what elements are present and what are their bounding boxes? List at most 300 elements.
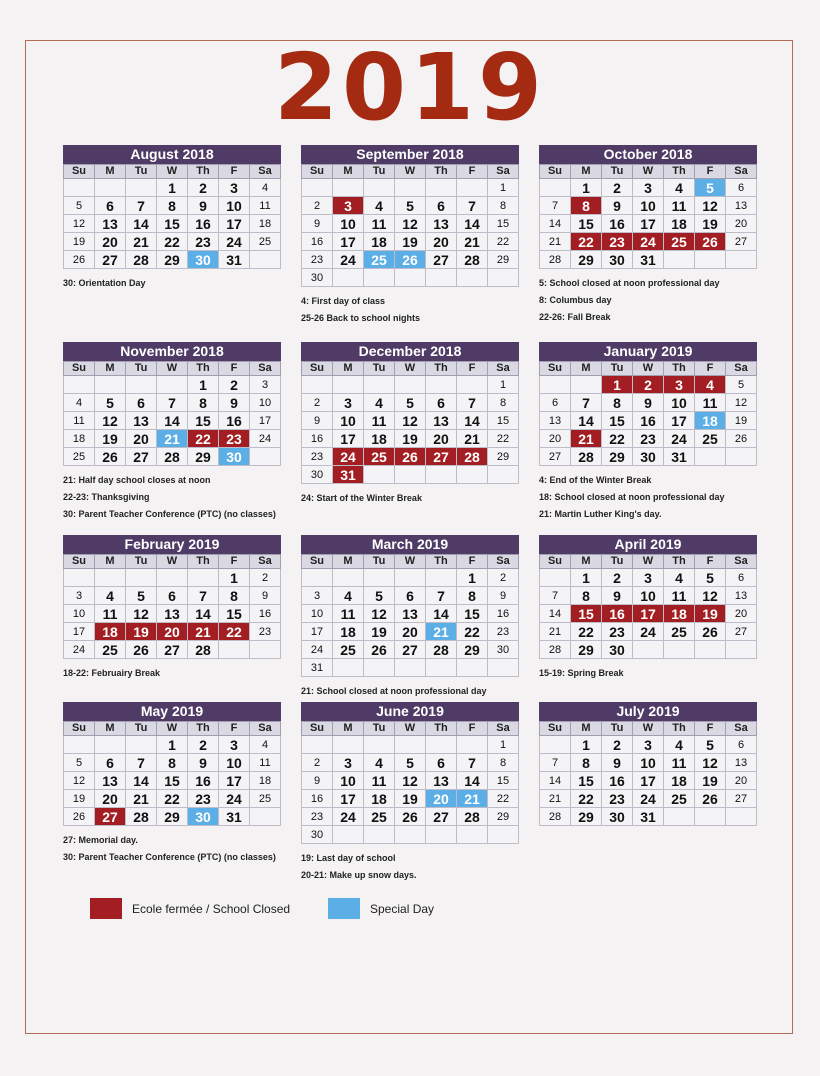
calendar-day: 14 xyxy=(571,412,602,430)
legend-closed-label: Ecole fermée / School Closed xyxy=(132,901,291,916)
calendar-day: 24 xyxy=(219,790,250,808)
weekday-header: Tu xyxy=(364,722,395,736)
calendar-day: 6 xyxy=(726,179,757,197)
weekday-header: Th xyxy=(426,722,457,736)
calendar-day: 28 xyxy=(540,808,571,826)
calendar-day: 4 xyxy=(364,197,395,215)
calendar-empty-cell xyxy=(126,376,157,394)
calendar-day: 25 xyxy=(250,790,281,808)
calendar-day: 24 xyxy=(219,233,250,251)
month-notes xyxy=(63,472,323,523)
calendar-day: 18 xyxy=(364,233,395,251)
calendar-day: 21 xyxy=(540,623,571,641)
calendar-day: 22 xyxy=(571,623,602,641)
calendar-day: 29 xyxy=(457,641,488,659)
calendar-day: 21 xyxy=(457,790,488,808)
event-note: 18: School closed at noon professional day xyxy=(539,492,725,502)
calendar-day: 24 xyxy=(333,251,364,269)
calendar-day: 11 xyxy=(250,197,281,215)
calendar-day: 12 xyxy=(395,412,426,430)
calendar-empty-cell xyxy=(395,736,426,754)
calendar-day: 16 xyxy=(602,605,633,623)
calendar-day: 18 xyxy=(364,790,395,808)
month-calendar xyxy=(63,342,281,466)
weekday-header: Sa xyxy=(250,555,281,569)
month-grid xyxy=(301,361,519,484)
calendar-empty-cell xyxy=(250,251,281,269)
calendar-day: 11 xyxy=(95,605,126,623)
month-calendar xyxy=(539,342,757,466)
calendar-day: 18 xyxy=(695,412,726,430)
calendar-empty-cell xyxy=(364,569,395,587)
event-note: 18-22: Februairy Break xyxy=(63,668,161,678)
calendar-empty-cell xyxy=(364,736,395,754)
weekday-header: Tu xyxy=(126,555,157,569)
calendar-day: 11 xyxy=(664,754,695,772)
calendar-empty-cell xyxy=(695,448,726,466)
weekday-header: Su xyxy=(540,362,571,376)
calendar-empty-cell xyxy=(95,179,126,197)
calendar-day: 24 xyxy=(333,448,364,466)
calendar-empty-cell xyxy=(664,808,695,826)
calendar-day: 8 xyxy=(488,754,519,772)
calendar-day: 28 xyxy=(457,251,488,269)
calendar-day: 25 xyxy=(250,233,281,251)
calendar-day: 30 xyxy=(219,448,250,466)
event-note: 8: Columbus day xyxy=(539,295,612,305)
calendar-day: 6 xyxy=(426,754,457,772)
calendar-day: 10 xyxy=(664,394,695,412)
weekday-header: Th xyxy=(664,362,695,376)
weekday-header: Sa xyxy=(726,165,757,179)
calendar-day: 22 xyxy=(157,790,188,808)
calendar-day: 7 xyxy=(571,394,602,412)
calendar-day: 29 xyxy=(188,448,219,466)
calendar-empty-cell xyxy=(426,179,457,197)
calendar-day: 21 xyxy=(126,790,157,808)
calendar-empty-cell xyxy=(695,641,726,659)
calendar-day: 19 xyxy=(726,412,757,430)
calendar-day: 11 xyxy=(250,754,281,772)
calendar-empty-cell xyxy=(457,736,488,754)
calendar-day: 7 xyxy=(426,587,457,605)
calendar-day: 17 xyxy=(219,772,250,790)
calendar-day: 17 xyxy=(250,412,281,430)
weekday-header: F xyxy=(695,165,726,179)
calendar-empty-cell xyxy=(540,179,571,197)
calendar-day: 17 xyxy=(219,215,250,233)
month-title: December 2018 xyxy=(301,342,519,361)
weekday-header: Th xyxy=(188,362,219,376)
weekday-header: Sa xyxy=(250,165,281,179)
calendar-day: 29 xyxy=(157,808,188,826)
calendar-day: 1 xyxy=(219,569,250,587)
calendar-day: 17 xyxy=(333,790,364,808)
month-calendar xyxy=(301,702,519,844)
calendar-day: 1 xyxy=(602,376,633,394)
calendar-empty-cell xyxy=(426,376,457,394)
calendar-day: 9 xyxy=(250,587,281,605)
calendar-day: 16 xyxy=(250,605,281,623)
weekday-header: Th xyxy=(664,722,695,736)
special-swatch xyxy=(328,898,360,919)
month-notes xyxy=(539,472,799,523)
calendar-empty-cell xyxy=(250,808,281,826)
calendar-day: 23 xyxy=(250,623,281,641)
calendar-day: 15 xyxy=(571,605,602,623)
calendar-day: 27 xyxy=(726,623,757,641)
calendar-day: 15 xyxy=(188,412,219,430)
month-grid xyxy=(63,721,281,826)
calendar-empty-cell xyxy=(64,569,95,587)
calendar-empty-cell xyxy=(426,736,457,754)
calendar-empty-cell xyxy=(664,251,695,269)
calendar-day: 18 xyxy=(250,772,281,790)
weekday-header: Sa xyxy=(726,362,757,376)
calendar-day: 3 xyxy=(633,179,664,197)
calendar-day: 6 xyxy=(395,587,426,605)
calendar-empty-cell xyxy=(126,179,157,197)
weekday-header: Tu xyxy=(602,555,633,569)
calendar-day: 1 xyxy=(571,569,602,587)
calendar-day: 20 xyxy=(426,430,457,448)
calendar-day: 9 xyxy=(602,754,633,772)
calendar-day: 11 xyxy=(333,605,364,623)
month-calendar xyxy=(63,535,281,659)
calendar-day: 10 xyxy=(302,605,333,623)
calendar-day: 26 xyxy=(695,790,726,808)
calendar-day: 3 xyxy=(333,394,364,412)
calendar-day: 18 xyxy=(64,430,95,448)
calendar-day: 3 xyxy=(633,736,664,754)
month-notes xyxy=(539,275,799,326)
calendar-day: 2 xyxy=(602,569,633,587)
calendar-day: 16 xyxy=(602,215,633,233)
calendar-day: 3 xyxy=(333,197,364,215)
weekday-header: W xyxy=(157,362,188,376)
calendar-empty-cell xyxy=(95,376,126,394)
weekday-header: W xyxy=(157,555,188,569)
calendar-day: 2 xyxy=(633,376,664,394)
calendar-day: 23 xyxy=(188,790,219,808)
calendar-day: 30 xyxy=(602,641,633,659)
calendar-day: 1 xyxy=(571,736,602,754)
closed-swatch xyxy=(90,898,122,919)
calendar-day: 15 xyxy=(488,412,519,430)
month-grid xyxy=(63,361,281,466)
event-note: 30: Parent Teacher Conference (PTC) (no classes) xyxy=(63,509,276,519)
calendar-empty-cell xyxy=(333,826,364,844)
event-note: 22-23: Thanksgiving xyxy=(63,492,150,502)
calendar-day: 20 xyxy=(95,790,126,808)
calendar-day: 10 xyxy=(250,394,281,412)
calendar-empty-cell xyxy=(426,569,457,587)
calendar-day: 5 xyxy=(64,197,95,215)
calendar-day: 22 xyxy=(571,790,602,808)
calendar-day: 16 xyxy=(602,772,633,790)
calendar-empty-cell xyxy=(364,376,395,394)
calendar-empty-cell xyxy=(64,179,95,197)
calendar-empty-cell xyxy=(333,659,364,677)
calendar-day: 2 xyxy=(302,394,333,412)
weekday-header: W xyxy=(633,555,664,569)
calendar-day: 11 xyxy=(664,197,695,215)
event-note: 25-26 Back to school nights xyxy=(301,313,421,323)
calendar-day: 22 xyxy=(157,233,188,251)
calendar-day: 21 xyxy=(426,623,457,641)
calendar-day: 15 xyxy=(571,215,602,233)
calendar-day: 5 xyxy=(126,587,157,605)
calendar-day: 27 xyxy=(157,641,188,659)
weekday-header: Th xyxy=(426,362,457,376)
calendar-empty-cell xyxy=(219,641,250,659)
month-grid xyxy=(301,721,519,844)
calendar-day: 22 xyxy=(571,233,602,251)
calendar-empty-cell xyxy=(571,376,602,394)
calendar-day: 27 xyxy=(540,448,571,466)
calendar-empty-cell xyxy=(395,179,426,197)
calendar-empty-cell xyxy=(250,641,281,659)
weekday-header: W xyxy=(633,722,664,736)
calendar-day: 15 xyxy=(157,215,188,233)
calendar-empty-cell xyxy=(426,269,457,287)
calendar-day: 12 xyxy=(126,605,157,623)
calendar-day: 21 xyxy=(457,233,488,251)
calendar-day: 22 xyxy=(188,430,219,448)
calendar-day: 31 xyxy=(333,466,364,484)
calendar-empty-cell xyxy=(540,569,571,587)
event-note: 24: Start of the Winter Break xyxy=(301,493,422,503)
calendar-day: 28 xyxy=(540,251,571,269)
calendar-day: 19 xyxy=(395,233,426,251)
calendar-day: 19 xyxy=(64,233,95,251)
calendar-day: 6 xyxy=(157,587,188,605)
calendar-day: 12 xyxy=(64,215,95,233)
weekday-header: Tu xyxy=(126,165,157,179)
calendar-empty-cell xyxy=(726,641,757,659)
calendar-empty-cell xyxy=(126,736,157,754)
weekday-header: Sa xyxy=(488,555,519,569)
calendar-day: 4 xyxy=(250,179,281,197)
calendar-day: 26 xyxy=(126,641,157,659)
calendar-day: 25 xyxy=(664,233,695,251)
calendar-day: 15 xyxy=(488,215,519,233)
calendar-day: 27 xyxy=(426,251,457,269)
weekday-header: M xyxy=(95,165,126,179)
month-calendar xyxy=(63,145,281,269)
calendar-day: 25 xyxy=(695,430,726,448)
calendar-day: 28 xyxy=(126,251,157,269)
weekday-header: F xyxy=(457,722,488,736)
calendar-empty-cell xyxy=(457,659,488,677)
calendar-day: 5 xyxy=(395,754,426,772)
calendar-empty-cell xyxy=(333,736,364,754)
calendar-day: 23 xyxy=(602,790,633,808)
calendar-day: 26 xyxy=(64,808,95,826)
calendar-day: 31 xyxy=(219,251,250,269)
calendar-day: 14 xyxy=(540,772,571,790)
calendar-day: 15 xyxy=(157,772,188,790)
calendar-day: 28 xyxy=(457,448,488,466)
calendar-empty-cell xyxy=(157,569,188,587)
calendar-day: 3 xyxy=(219,736,250,754)
calendar-empty-cell xyxy=(333,376,364,394)
calendar-day: 28 xyxy=(126,808,157,826)
month-title: November 2018 xyxy=(63,342,281,361)
weekday-header: W xyxy=(395,722,426,736)
event-note: 5: School closed at noon professional day xyxy=(539,278,720,288)
calendar-day: 17 xyxy=(333,430,364,448)
calendar-day: 30 xyxy=(633,448,664,466)
calendar-day: 13 xyxy=(157,605,188,623)
calendar-day: 11 xyxy=(364,412,395,430)
calendar-day: 24 xyxy=(302,641,333,659)
calendar-empty-cell xyxy=(395,376,426,394)
calendar-day: 26 xyxy=(395,251,426,269)
weekday-header: Sa xyxy=(488,165,519,179)
calendar-day: 9 xyxy=(302,215,333,233)
weekday-header: W xyxy=(395,362,426,376)
calendar-day: 19 xyxy=(695,772,726,790)
calendar-day: 7 xyxy=(457,197,488,215)
calendar-day: 18 xyxy=(333,623,364,641)
weekday-header: F xyxy=(457,362,488,376)
calendar-day: 19 xyxy=(395,790,426,808)
calendar-empty-cell xyxy=(364,659,395,677)
calendar-day: 12 xyxy=(64,772,95,790)
calendar-day: 21 xyxy=(126,233,157,251)
calendar-day: 9 xyxy=(633,394,664,412)
month-calendar xyxy=(301,145,519,287)
weekday-header: M xyxy=(333,555,364,569)
calendar-day: 13 xyxy=(426,412,457,430)
calendar-day: 23 xyxy=(219,430,250,448)
calendar-day: 23 xyxy=(302,448,333,466)
calendar-day: 26 xyxy=(364,641,395,659)
calendar-day: 14 xyxy=(126,772,157,790)
calendar-empty-cell xyxy=(726,808,757,826)
weekday-header: Th xyxy=(664,165,695,179)
calendar-empty-cell xyxy=(457,826,488,844)
calendar-day: 31 xyxy=(664,448,695,466)
calendar-day: 22 xyxy=(488,233,519,251)
calendar-day: 8 xyxy=(157,197,188,215)
calendar-day: 24 xyxy=(633,623,664,641)
calendar-day: 13 xyxy=(426,772,457,790)
month-calendar xyxy=(301,342,519,484)
weekday-header: Su xyxy=(302,165,333,179)
calendar-empty-cell xyxy=(333,569,364,587)
calendar-empty-cell xyxy=(457,179,488,197)
month-grid xyxy=(539,361,757,466)
weekday-header: Th xyxy=(426,555,457,569)
calendar-day: 15 xyxy=(488,772,519,790)
calendar-empty-cell xyxy=(426,826,457,844)
weekday-header: M xyxy=(333,165,364,179)
calendar-day: 10 xyxy=(333,215,364,233)
calendar-day: 9 xyxy=(302,412,333,430)
calendar-empty-cell xyxy=(426,466,457,484)
calendar-day: 6 xyxy=(426,197,457,215)
calendar-day: 31 xyxy=(302,659,333,677)
calendar-day: 14 xyxy=(126,215,157,233)
calendar-empty-cell xyxy=(726,251,757,269)
weekday-header: F xyxy=(695,362,726,376)
calendar-empty-cell xyxy=(250,448,281,466)
calendar-day: 16 xyxy=(188,215,219,233)
calendar-day: 6 xyxy=(726,736,757,754)
month-notes xyxy=(63,665,323,682)
calendar-day: 8 xyxy=(571,587,602,605)
calendar-day: 7 xyxy=(157,394,188,412)
calendar-day: 12 xyxy=(726,394,757,412)
calendar-empty-cell xyxy=(364,826,395,844)
calendar-day: 30 xyxy=(188,251,219,269)
calendar-day: 25 xyxy=(364,251,395,269)
weekday-header: Sa xyxy=(726,722,757,736)
calendar-day: 12 xyxy=(695,587,726,605)
weekday-header: Tu xyxy=(364,555,395,569)
calendar-day: 30 xyxy=(488,641,519,659)
calendar-day: 9 xyxy=(219,394,250,412)
calendar-day: 29 xyxy=(571,251,602,269)
calendar-empty-cell xyxy=(364,179,395,197)
event-note: 21: Martin Luther King's day. xyxy=(539,509,662,519)
event-note: 15-19: Spring Break xyxy=(539,668,624,678)
calendar-day: 6 xyxy=(95,754,126,772)
event-note: 19: Last day of school xyxy=(301,853,396,863)
calendar-day: 18 xyxy=(664,605,695,623)
weekday-header: Tu xyxy=(126,722,157,736)
weekday-header: Su xyxy=(64,555,95,569)
event-note: 21: School closed at noon professional day xyxy=(301,686,487,696)
month-title: January 2019 xyxy=(539,342,757,361)
weekday-header: M xyxy=(95,722,126,736)
calendar-day: 14 xyxy=(457,772,488,790)
month-title: July 2019 xyxy=(539,702,757,721)
calendar-day: 8 xyxy=(188,394,219,412)
calendar-day: 23 xyxy=(302,808,333,826)
weekday-header: M xyxy=(95,555,126,569)
month-notes xyxy=(301,490,561,507)
weekday-header: Sa xyxy=(726,555,757,569)
calendar-day: 8 xyxy=(457,587,488,605)
weekday-header: Th xyxy=(426,165,457,179)
weekday-header: Tu xyxy=(602,362,633,376)
calendar-day: 20 xyxy=(126,430,157,448)
calendar-day: 29 xyxy=(488,448,519,466)
weekday-header: Tu xyxy=(126,362,157,376)
calendar-day: 25 xyxy=(333,641,364,659)
calendar-empty-cell xyxy=(302,736,333,754)
calendar-day: 10 xyxy=(333,412,364,430)
calendar-day: 26 xyxy=(395,448,426,466)
calendar-day: 27 xyxy=(126,448,157,466)
calendar-day: 9 xyxy=(302,772,333,790)
calendar-day: 5 xyxy=(95,394,126,412)
calendar-day: 2 xyxy=(602,179,633,197)
calendar-day: 8 xyxy=(157,754,188,772)
calendar-day: 3 xyxy=(219,179,250,197)
weekday-header: Tu xyxy=(364,362,395,376)
calendar-empty-cell xyxy=(457,376,488,394)
calendar-day: 6 xyxy=(726,569,757,587)
weekday-header: M xyxy=(333,722,364,736)
calendar-day: 23 xyxy=(188,233,219,251)
calendar-day: 7 xyxy=(540,197,571,215)
calendar-day: 19 xyxy=(695,215,726,233)
calendar-day: 29 xyxy=(157,251,188,269)
